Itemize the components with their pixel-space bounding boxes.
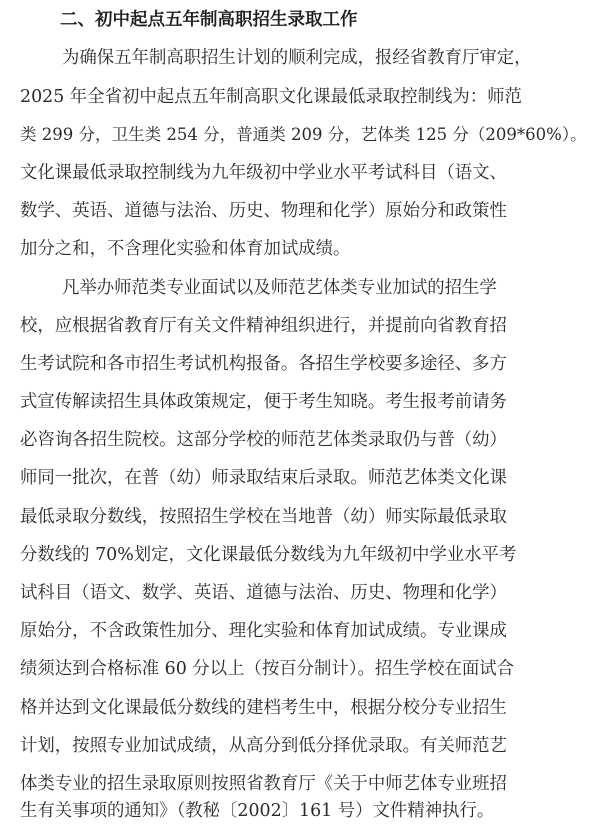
paragraph-2-line-5: 必咨询各招生院校。这部分学校的师范艺体类录取仍与普（幼）: [20, 430, 507, 450]
paragraph-2-line-11: 绩须达到合格标准 60 分以上（按百分制计）。招生学校在面试合: [20, 659, 515, 679]
paragraph-2-line-15: 生有关事项的通知》（教秘〔2002〕161 号）文件精神执行。: [20, 801, 495, 821]
paragraph-2-line-9: 试科目（语文、数学、英语、道德与法治、历史、物理和化学）: [20, 583, 507, 603]
paragraph-1-line-6: 加分之和，不含理化实验和体育加试成绩。: [20, 239, 351, 259]
paragraph-2-line-13: 计划，按照专业加试成绩，从高分到低分择优录取。有关师范艺: [20, 736, 507, 756]
paragraph-2-line-8: 分数线的 70%划定，文化课最低分数线为九年级初中学业水平考: [20, 545, 517, 565]
paragraph-2-line-1: 凡举办师范类专业面试以及师范艺体类专业加试的招生学: [62, 278, 497, 298]
paragraph-1-line-4: 文化课最低录取控制线为九年级初中学业水平考试科目（语文、: [20, 163, 507, 183]
paragraph-1-line-3: 类 299 分，卫生类 254 分，普通类 209 分，艺体类 125 分（209*60%）。: [20, 125, 587, 144]
paragraph-2-line-12: 格并达到文化课最低分数线的建档考生中，根据分校分专业招生: [20, 698, 507, 718]
paragraph-1-line-2: 2025 年全省初中起点五年制高职文化课最低录取控制线为：师范: [20, 87, 522, 107]
paragraph-2-line-6: 师同一批次，在普（幼）师录取结束后录取。师范艺体类文化课: [20, 468, 507, 488]
paragraph-2-line-2: 校，应根据省教育厅有关文件精神组织进行，并提前向省教育招: [20, 316, 507, 336]
paragraph-2-line-10: 原始分，不含政策性加分、理化实验和体育加试成绩。专业课成: [20, 621, 507, 641]
section-heading: 二、初中起点五年制高职招生录取工作: [60, 10, 358, 30]
paragraph-1-line-1: 为确保五年制高职招生计划的顺利完成，报经省教育厅审定，: [62, 48, 532, 68]
paragraph-2-line-14: 体类专业的招生录取原则按照省教育厅《关于中师艺体专业班招: [20, 774, 507, 794]
paragraph-2-line-3: 生考试院和各市招生考试机构报备。各招生学校要多途径、多方: [20, 354, 507, 374]
paragraph-1-line-5: 数学、英语、道德与法治、历史、物理和化学）原始分和政策性: [20, 201, 507, 221]
paragraph-2-line-7: 最低录取分数线，按照招生学校在当地普（幼）师实际最低录取: [20, 507, 507, 527]
paragraph-2-line-4: 式宣传解读招生具体政策规定，便于考生知晓。考生报考前请务: [20, 392, 507, 412]
